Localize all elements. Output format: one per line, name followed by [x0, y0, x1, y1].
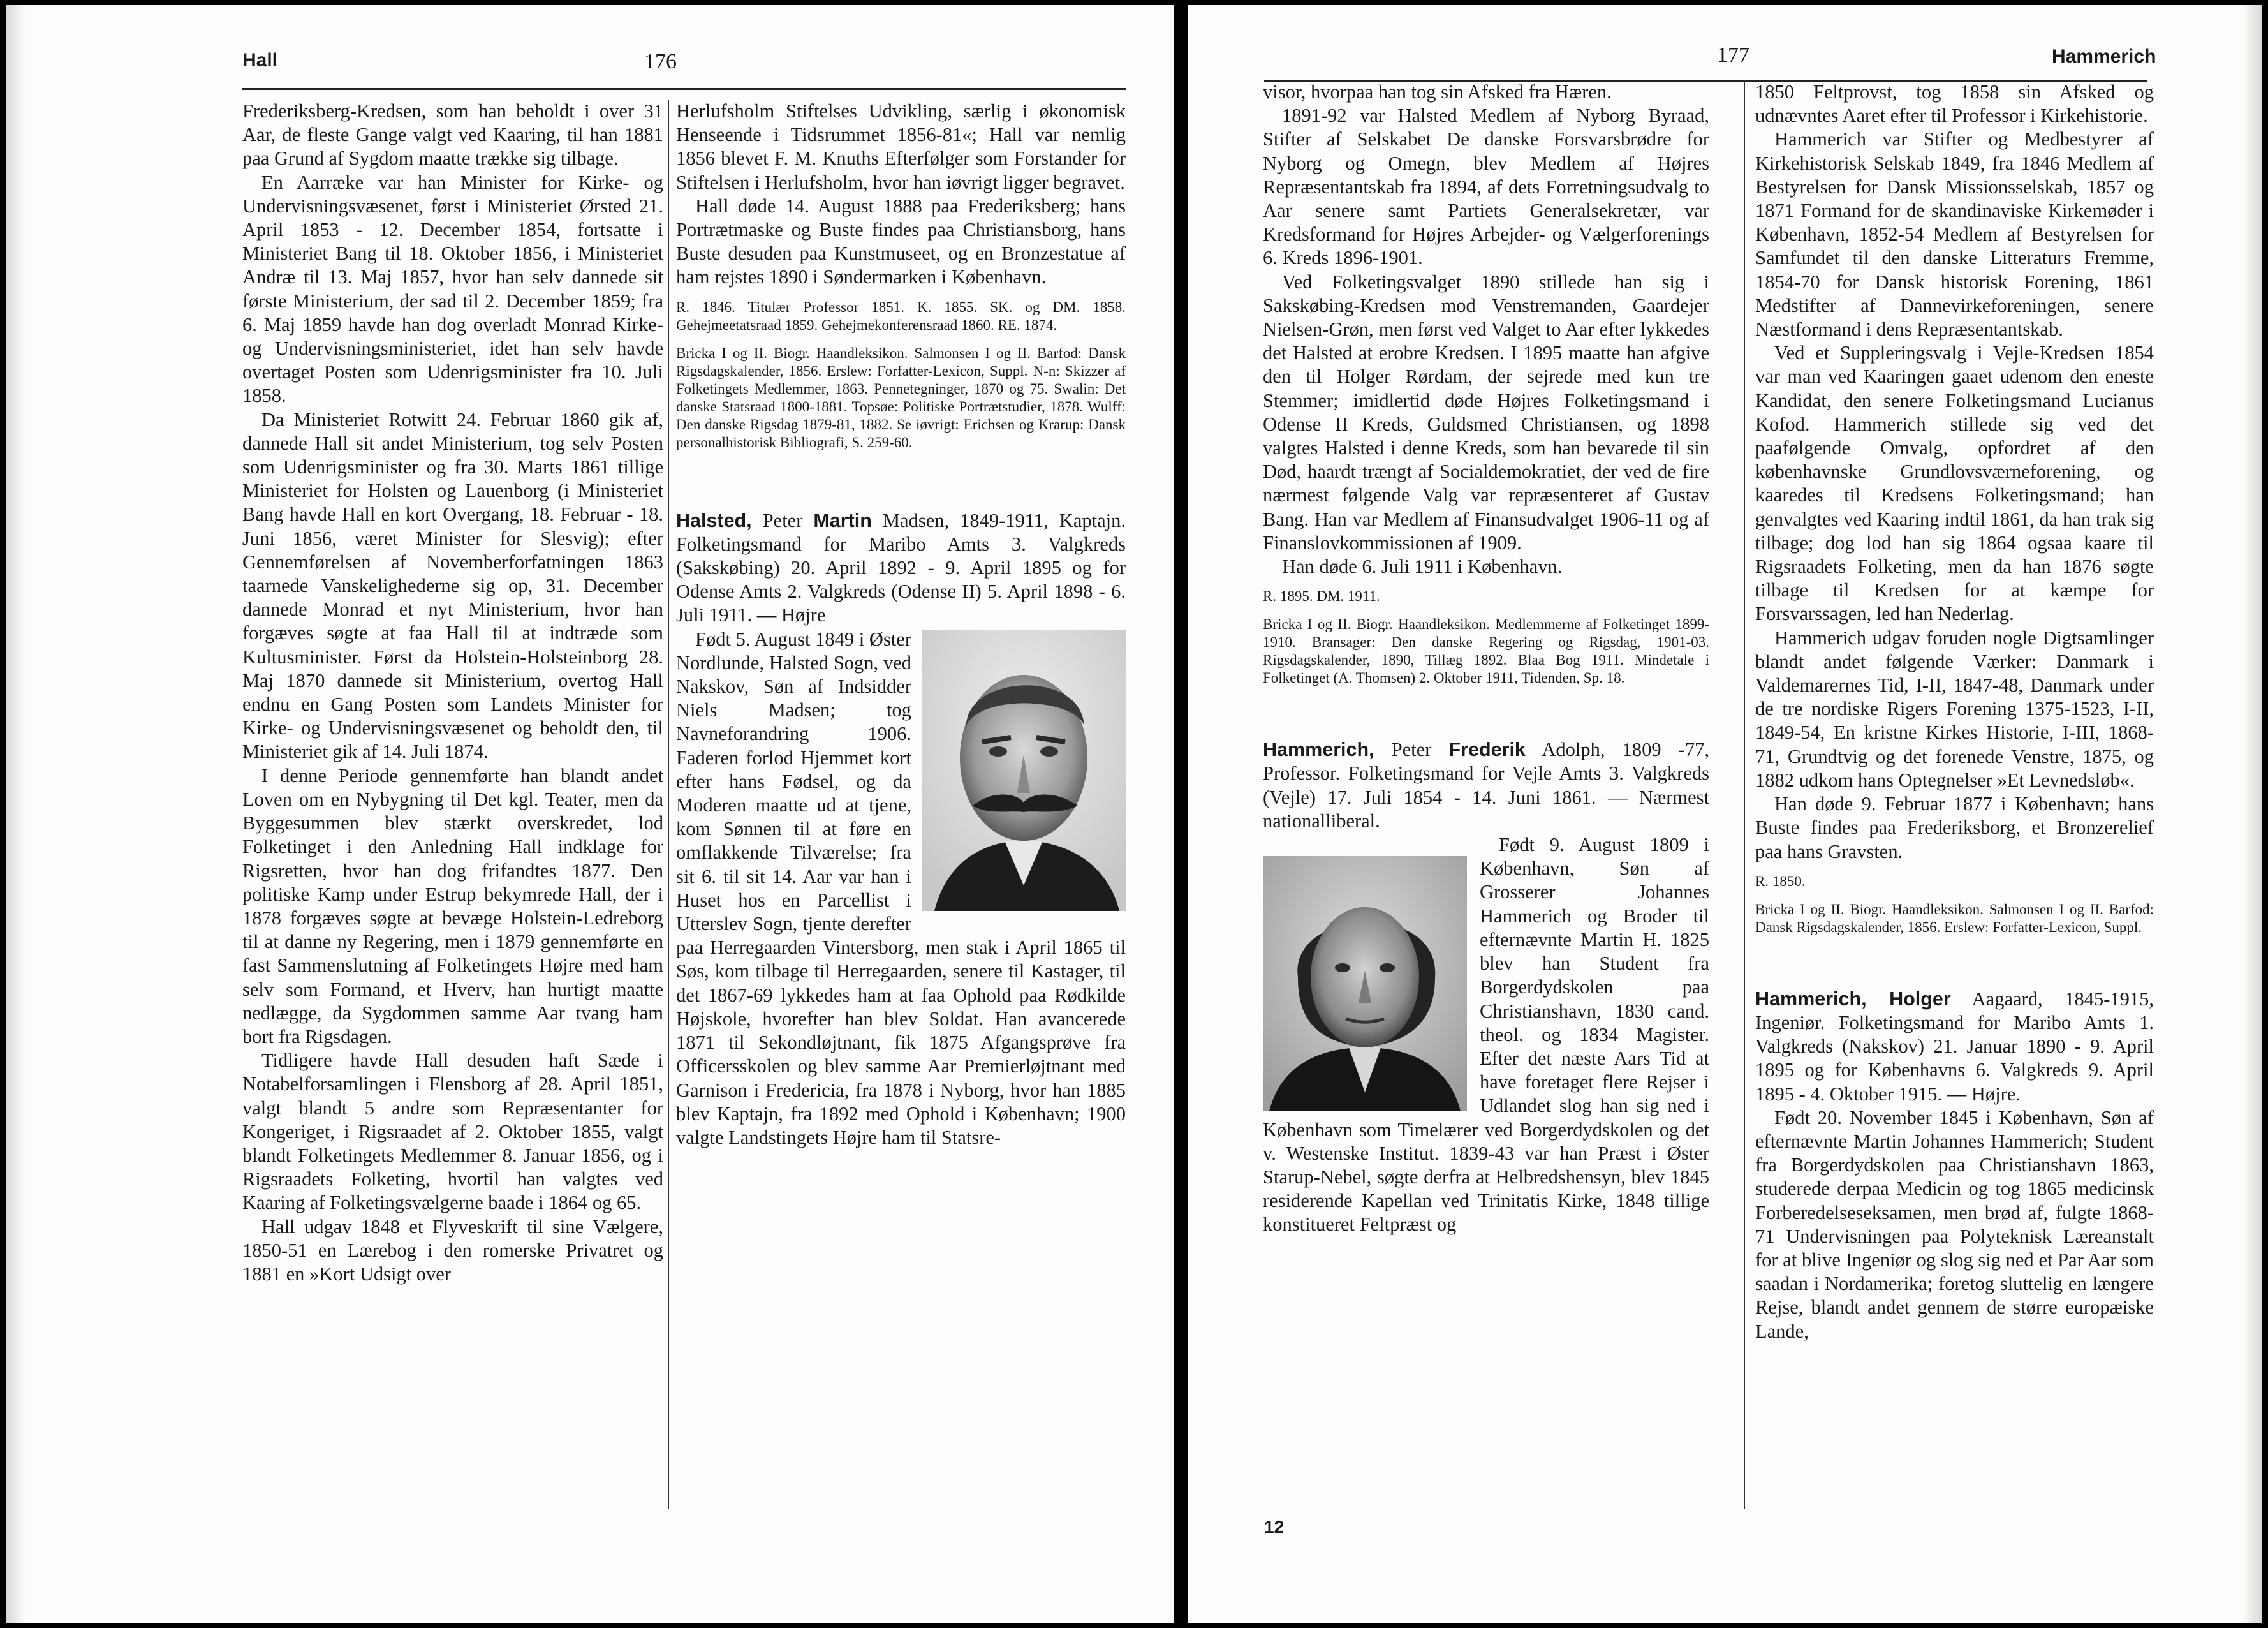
entry-call-name: Martin: [813, 509, 872, 531]
hall-entry-continued: [676, 100, 1126, 290]
paragraph: Da Ministeriet Rotwitt 24. Februar 1860 gik af, dannede Hall sit andet Ministerium, tog selv Posten som Udenrigsminister og fra 30. Marts 1861 tillige Ministeriet for Holsten og Lauenborg (i Ministeriet Bang havde Hall en kort Overgang, 18. Februar - 18. Juni 1856, været Minister for Slesvig); efter Gennemførelsen af Novemberforfatningen 1863 taarnede Vanskelighederne sig op, 31. December dannede Monrad et nyt Ministerium, hvor han forgæves søgte at faa Hall til at indtræde som Kultusminister. Først da Holstein-Holsteinborg 28. Maj 1870 dannede sit Ministerium, overtog Hall endnu en Gang Posten som Landets Minister for Kirke- og Undervisningsvæsenet og beholdt den, til Ministeriet gik af 14. Juli 1874.: [242, 408, 663, 763]
entry-surname: Hammerich,: [1263, 739, 1374, 761]
portrait-halsted: [922, 630, 1126, 911]
left-column-2: [676, 100, 1126, 1150]
honours-note: R. 1850.: [1755, 873, 1806, 889]
pf-hammerich-biography: Født 9. August 1809 i København, Søn af Grosserer Johannes Hammerich og Broder til efternævnte Martin H. 1825 blev han Student fra Borgerdydskolen paa Christianshavn, 1830 cand. theol. og 1834 Magister. Efter det næste Aars Tid at have foretaget flere Rejser i Udlandet slog han sig ned i København som Timelærer ved Borgerdydskolen og det v. Westenske Institut. 1839-43 var han Præst i Øster Starup-Nebel, søgte derfra at Helbredshensyn, blev 1845 residerende Kapellan ved Trinitatis Kirke, 1848 tillige konstitueret Feltpræst og: [1263, 834, 1709, 1236]
page-edge-shadow: [2242, 5, 2262, 1623]
right-column-2: [1755, 80, 2154, 1343]
entry-surname-given: Hammerich, Holger: [1755, 988, 1951, 1010]
honours-note: R. 1846. Titulær Professor 1851. K. 1855. SK. og DM. 1858. Gehejmeetatsraad 1859. Gehejmekonferensraad 1860. RE. 1874.: [676, 299, 1126, 333]
paragraph: 1850 Feltprovst, tog 1858 sin Afsked og udnævntes Aaret efter til Professor i Kirkehistorie.: [1755, 81, 2154, 127]
page-edge-shadow: [6, 5, 26, 1623]
right-column-1: [1263, 80, 1709, 1237]
honours-note: R. 1895. DM. 1911.: [1263, 588, 1380, 605]
running-head-word: Hammerich: [2052, 46, 2156, 67]
left-column-1: [242, 100, 663, 1286]
entry-summary: Aagaard, 1845-1915, Ingeniør. Folketingsmand for Maribo Amts 1. Valgkreds (Nakskov) 21. Januar 1890 - 9. April 1895 og for Københavns 6. Valgkreds 9. April 1895 - 4. Oktober 1915. — Højre.: [1755, 988, 2154, 1105]
signature-mark: 12: [1264, 1517, 1285, 1537]
paragraph: visor, hvorpaa han tog sin Afsked fra Hæren.: [1263, 81, 1612, 103]
page-number: 177: [1717, 43, 1749, 67]
paragraph: Ved Folketingsvalget 1890 stillede han sig i Sakskøbing-Kredsen mod Venstremanden, Gaardejer Nielsen-Grøn, men først ved Valget to Aar efter lykkedes det Halsted at erobre Kredsen. I 1895 maatte han afgive den til Holger Rørdam, der sejrede med kun tre Stemmer; imidlertid døde Højres Folketingsmand i Odense II Kreds, Guldsmed Christiansen, og 1898 valgtes Halsted i denne Kreds, som han bevarede til sin Død, haardt trængt af Socialdemokratiet, der ved de fire nærmest følgende Valg var repræsenteret af Gustav Bang. Han var Medlem af Finansudvalget 1906-11 og af Finanslovkommissionen af 1909.: [1263, 270, 1709, 554]
paragraph: Herlufsholm Stiftelses Udvikling, særlig i økonomisk Henseende i Tidsrummet 1856-81«; Hall var nemlig 1856 blevet F. M. Knuths Efterfølger som Forstander for Stiftelsen i Herlufsholm, hvor han iøvrigt ligger begravet.: [676, 100, 1126, 193]
paragraph: Hall udgav 1848 et Flyveskrift til sine Vælgere, 1850-51 en Lærebog i den romerske Privatret og 1881 en »Kort Udsigt over: [242, 1215, 663, 1285]
paragraph: Hammerich udgav foruden nogle Digtsamlinger blandt andet følgende Værker: Danmark i Valdemarernes Tid, I-II, 1847-48, Danmark under de tre nordiske Rigers Forening 1375-1523, I-II, 1849-54, En kristne Kirkes Historie, I-III, 1868-71, Grundtvig og det forenede Venstre, 1875, og 1882 udkom hans Optegnelser »Et Levnedsløb«.: [1755, 626, 2154, 791]
column-divider: [668, 100, 669, 1509]
paragraph: En Aarræke var han Minister for Kirke- og Undervisningsvæsenet, først i Ministeriet Ørsted 21. April 1853 - 12. December 1854, fortsatte i Ministeriet Bang til 18. Oktober 1856, i Ministeriet Andræ til 13. Maj 1857, hvor han selv dannede sit første Ministerium, der sad til 2. December 1859; fra 6. Maj 1859 havde han dog overladt Monrad Kirke- og Undervisningsministeriet, idet han selv havde overtaget Posten som Udenrigsminister fra 10. Juli 1858.: [242, 171, 663, 407]
bibliography-note: Bricka I og II. Biogr. Haandleksikon. Salmonsen I og II. Barfod: Dansk Rigsdagskalender, 1856. Erslew: Forfatter-Lexicon, Suppl. N-n: Skizzer af Folketingets Medlemmer, 1863. Pennetegninger, 1870 og 75. Swalin: Det danske Statsraad 1800-1881. Topsøe: Politiske Portrætstudier, 1878. Wulff: Den danske Rigsdag 1879-81, 1882. Se iøvrigt: Erichsen og Krarup: Dansk personalhistorisk Bibliografi, S. 259-60.: [676, 344, 1126, 450]
left-page: [6, 5, 1174, 1623]
paragraph: 1891-92 var Halsted Medlem af Nyborg Byraad, Stifter af Selskabet De danske Forsvarsbrødre for Nyborg og Omegn, blev Medlem af Højres Repræsentantskab fra 1894, af dets Forretningsudvalg to Aar senere samt Partiets Generalsekretær, var Kredsformand for Højres Arbejder- og Vælgerforenings 6. Kreds 1896-1901.: [1263, 105, 1709, 269]
paragraph: Han døde 6. Juli 1911 i København.: [1282, 556, 1563, 578]
right-page: [1188, 5, 2262, 1623]
entry-summary: Madsen, 1849-1911, Kaptajn. Folketingsmand for Maribo Amts 3. Valgkreds (Sakskøbing) 20. April 1892 - 9. April 1895 og for Odense Amts 2. Valgkreds (Odense II) 5. April 1898 - 6. Juli 1911. — Højre: [676, 509, 1126, 626]
entry-summary: Adolph, 1809 -77, Professor. Folketingsmand for Vejle Amts 3. Valgkreds (Vejle) 17. Juli 1854 - 14. Juni 1861. — Nærmest nationalliberal.: [1263, 739, 1709, 832]
entry-heading-h-hammerich: [1755, 988, 2154, 1106]
header-rule: [242, 88, 1126, 90]
running-head-word: Hall: [242, 50, 278, 71]
paragraph: Tidligere havde Hall desuden haft Sæde i Notabelforsamlingen i Flensborg af 28. April 1851, valgt blandt 5 andre som Repræsentanter for Kongeriget, i Rigsraadet af 2. Oktober 1855, valgt blandt Folketingets Medlemmer 8. Januar 1856, og i Rigsraadets Folketing, hvortil han valgtes ved Kaaring af Folketingsvælgerne baade i 1864 og 65.: [242, 1049, 663, 1214]
entry-heading-halsted: [676, 509, 1126, 628]
paragraph: I denne Periode gennemførte han blandt andet Loven om en Nybygning til Det kgl. Teater, men da Byggesummen blev stærkt overskredet, lod Folketinget i den Anledning Hall indklage for Rigsretten, hvor han dog frifandtes 1877. Den politiske Kamp under Estrup bekymrede Hall, der i 1878 forgæves søgte at bevæge Holstein-Ledreborg til at danne ny Regering, men i 1879 gennemførte en fast Sammenslutning af Folketingets Højre med ham selv som Formand, et Hverv, han hurtigt maatte nedlægge, da Sygdommen samme Aar tvang ham bort fra Rigsdagen.: [242, 764, 663, 1047]
halsted-entry-continued: [1263, 80, 1709, 579]
bibliography-note: Bricka I og II. Biogr. Haandleksikon. Medlemmerne af Folketinget 1899-1910. Bransager: Den danske Regering og Rigsdag, 1901-03. Rigsdagskalender, 1890, Tillæg 1892. Blaa Bog 1911. Mindetale i Folketinget (A. Thomsen) 2. Oktober 1911, Tidenden, Sp. 18.: [1263, 616, 1709, 686]
entry-call-name: Frederik: [1448, 739, 1526, 761]
page-number: 176: [644, 50, 677, 73]
entry-heading-pf-hammerich: [1263, 738, 1709, 833]
entry-given-name: Peter: [1391, 739, 1432, 761]
pf-hammerich-entry-continued: [1755, 80, 2154, 864]
paragraph: Ved et Suppleringsvalg i Vejle-Kredsen 1854 var man ved Kaaringen gaaet udenom den eneste Kandidat, den senere Folketingsmand Lucianus Kofod. Hammerich stillede sig ved det paafølgende Omvalg, opfordret af den københavnske Grundlovsværneforening, og kaaredes til Kredsens Folketingsmand; han genvalgtes ved Kaaring indtil 1861, da han trak sig tilbage; dog lod han sig 1864 ogsaa kaare til Rigsraadets Folketing, men da han 1876 søgte tilbage til Kredsen for at kæmpe for Forsvarssagen, led han Nederlag.: [1755, 342, 2154, 625]
paragraph: Han døde 9. Februar 1877 i København; hans Buste findes paa Frederiksborg, et Bronzerelief paa hans Gravsten.: [1755, 793, 2154, 862]
entry-given-name: Peter: [762, 509, 803, 531]
halsted-biography: Født 5. August 1849 i Øster Nordlunde, Halsted Sogn, ved Nakskov, Søn af Indsidder Niels Madsen; tog Navneforandring 1906. Faderen forlod Hjemmet kort efter hans Fødsel, og da Moderen maatte ud at tjene, kom Sønnen til at føre en omflakkende Tilværelse; fra sit 6. til sit 14. Aar var han i Huset hos en Parcellist i Utterslev Sogn, tjente derefter paa Herregaarden Vintersborg, men stak i April 1865 til Søs, kom tilbage til Herregaarden, senere til Kastager, til det 1867-69 lykkedes ham at faa Ophold paa Rødkilde Højskole, hvorefter han blev Soldat. Han avancerede 1871 til Sekondløjtnant, fik 1875 Afgangsprøve fra Officersskolen og blev samme Aar Premierløjtnant med Garnison i Fredericia, fra 1878 i Nyborg, hvor han 1885 blev Kaptajn, fra 1892 med Ophold i København; 1900 valgte Landstingets Højre ham til Statsre-: [676, 628, 1126, 1148]
column-divider: [1744, 80, 1745, 1509]
paragraph: Frederiksberg-Kredsen, som han beholdt i over 31 Aar, de fleste Gange valgt ved Kaaring, til han 1881 paa Grund af Sygdom maatte trække sig tilbage.: [242, 100, 663, 170]
entry-surname: Halsted,: [676, 509, 752, 531]
bibliography-note: Bricka I og II. Biogr. Haandleksikon. Salmonsen I og II. Barfod: Dansk Rigsdagskalender, 1856. Erslew: Forfatter-Lexicon, Suppl.: [1755, 901, 2154, 935]
paragraph: Hammerich var Stifter og Medbestyrer af Kirkehistorisk Selskab 1849, fra 1846 Medlem af Bestyrelsen for Dansk Missionsselskab, 1857 og 1871 Formand for de skandinaviske Kirkemøder i København, 1852-54 Medlem af Bestyrelsen for Samfundet til den danske Litteraturs Fremme, 1854-70 for Dansk historisk Forening, 1861 Medstifter af Dannevirkeforeningen, senere Næstformand i dens Repræsentantskab.: [1755, 128, 2154, 341]
portrait-pf-hammerich: [1263, 856, 1467, 1111]
portrait-photo-icon: [922, 630, 1126, 911]
paragraph: Hall døde 14. August 1888 paa Frederiksberg; hans Portrætmaske og Buste findes paa Christiansborg, hans Buste desuden paa Kunstmuseet, og en Bronzestatue af ham rejstes 1890 i Søndermarken i København.: [676, 195, 1126, 288]
h-hammerich-biography: Født 20. November 1845 i København, Søn af efternævnte Martin Johannes Hammerich; Student fra Borgerdydskolen paa Christianshavn 1863, studerede derpaa Medicin og tog 1865 medicinsk Forberedelseseksamen, men brød af, fulgte 1868-71 Undervisningen paa Polyteknisk Læreanstalt for at blive Ingeniør og slog sig ned et Par Aar som saadan i Nordamerika; foretog sluttelig en længere Rejse, blandt andet gennem de større europæiske Lande,: [1755, 1106, 2154, 1342]
portrait-photo-icon: [1263, 856, 1467, 1111]
